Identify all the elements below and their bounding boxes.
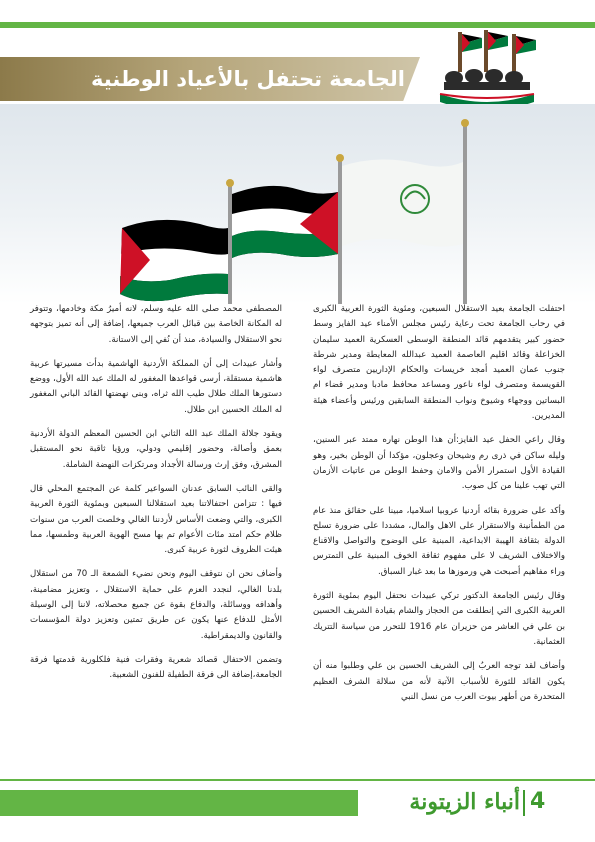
paragraph: احتفلت الجامعة بعيد الاستقلال السبعين، ومئوية الثورة العربية الكبرى في رحاب الجامعة تحت رعاية رئيس مجلس الأمناء عيد الفايز وسط حضور كبير يتقدمهم قائد المنطقة الوسطى العسكرية العميد سليمان الخزاعلة وقائد اقليم العاصمة العميد عبدالله المعايطة ومدير شرطة جنوب عمان العميد أمجد خريسات والحكام الإداريين متصرف لواء القويسمة ومتصرف لواء ناعور ومساعد محافظ مادبا ومدير قضاء ام البساتين ووجهاء وشيوخ ونواب المنطقة السابقين ورئيس وأعضاء هيئة المديرين. <box>313 304 565 422</box>
flags-photo <box>0 104 595 304</box>
footer-divider <box>523 790 525 816</box>
paragraph: والقى النائب السابق عدنان السواعير كلمة عن المجتمع المحلي قال فيها : تتزامن احتفالاتنا بعيد استقلالنا السبعين وبمئوية الثورة العربية الكبرى، والتي وضعت الأساس لأردننا الغالي وخلصت العرب من سنوات ظلام حكم امتد مئات الأعوام تم بها مسح الهوية العربية وطمسها، مما هيئت الظروف لثورة عربية كبرى. <box>30 483 282 556</box>
centennial-logo <box>432 30 542 110</box>
paragraph: المصطفى محمد صلى الله عليه وسلم، لانه أميرُ مكة وخادمها، وتتوفر له المكانة الخاصة بين قبائل العرب جميعها، إضافة إلى أنه تميز بتوجهه نحو الاستقلال والسيادة، منذ أن نُفي إلى الاستانة. <box>30 304 282 345</box>
page-title: الجامعة تحتفل بالأعياد الوطنية <box>91 67 405 91</box>
article-body <box>30 302 565 767</box>
top-accent-line <box>0 22 595 28</box>
paragraph: وأضاف لقد توجه العربُ إلى الشريف الحسين بن علي وطلبوا منه أن يكون القائد للثورة للأسباب الآتية لأنه من سلالة الشرف العظيم المتحدرة من أطهر بيوت العرب من نسل النبي <box>313 661 565 702</box>
paragraph: وأضاف نحن ان نتوقف اليوم ونحن نضيء الشمعة الـ 70 من استقلال بلدنا الغالي، لنجدد العزم على حماية الاستقلال ، وتعزيز مضامينة، وأهدافه ووسائلة، والدفاع بقوة عن جميع محصلاته، لاننا إلى الوسيلة الأمثل للدفاع عنها يكون عن طريق تمتين وتعزيز دولة المؤسسات والقانون والديمقراطية. <box>30 569 282 641</box>
article-column-right <box>313 302 565 714</box>
footer-bar <box>0 790 358 816</box>
paragraph: وأشار عبيدات إلى أن المملكة الأردنية الهاشمية بدأت مسيرتها عربية هاشمية مستقلة، أرسى قواعدها المغفور له الملك عبد الله الأول، ووضع دستورها الملك طلال طيب الله ثراه، وبنى نهضتها القائد الباني المغفور له الملك الحسين ابن طلال. <box>30 358 282 415</box>
footer-brand: أنباء الزيتونة <box>409 789 520 815</box>
article-column-left <box>30 302 282 693</box>
page-number: 4 <box>530 789 546 814</box>
flags-illustration <box>0 104 595 304</box>
paragraph: وقال رئيس الجامعة الدكتور تركي عبيدات نحتفل اليوم بمئوية الثورة العربية الكبرى التي إنطلقت من الحجاز والشام بقيادة الشريف الحسين بن علي في العاشر من حزيران عام 1916 للتحرر من سياسة التتريك العثمانية. <box>313 591 565 647</box>
paragraph: ويقود جلالة الملك عبد الله الثاني ابن الحسين المعظم الدولة الأردنية بعمق وأصالة، وحضور إقليمي ودولي، ورؤيا ثاقبة نحو المستقبل المشرق، وفق إرث ورسالة الأجداد ومرتكزات النهضة الشاملة. <box>30 429 282 470</box>
paragraph: وأكد على ضرورة بقائه أردنيا عروبيا اسلاميا، مبينا على حقائق منذ عام من الطمأنينة والاستقرار على الاهل والمال، مشددا على ضرورة تسلح الدولة بثقافة الهيبة الابداعية، المبنية على الوضوح والتواصل والاقناع والاختلاف الشريف لا على مفهوم ثقافة الخوف المبنية على التمترس وراء مفاهيم أصبحت هي ورموزها ما بعد غبار السباق. <box>313 505 565 577</box>
paragraph: وتضمن الاحتفال قصائد شعرية وفقرات فنية فلكلورية قدمتها فرقة الجامعة،إضافة الى فرقة الطفيلة للفنون الشعبية. <box>30 654 282 681</box>
bottom-accent-line <box>0 779 595 781</box>
paragraph: وقال راعي الحفل عيد الفايز:أن هذا الوطن نهاره ممتد عبر السنين، وليله ساكن في ذرى رم وشيحان وعجلون، مؤكدا أن الوطن بخير، وهو القيادة الأول استمرار الأمن والامان وحفظ الوطن من عاتيات الأزمان التي تهب علينا من كل صوب. <box>313 435 565 492</box>
